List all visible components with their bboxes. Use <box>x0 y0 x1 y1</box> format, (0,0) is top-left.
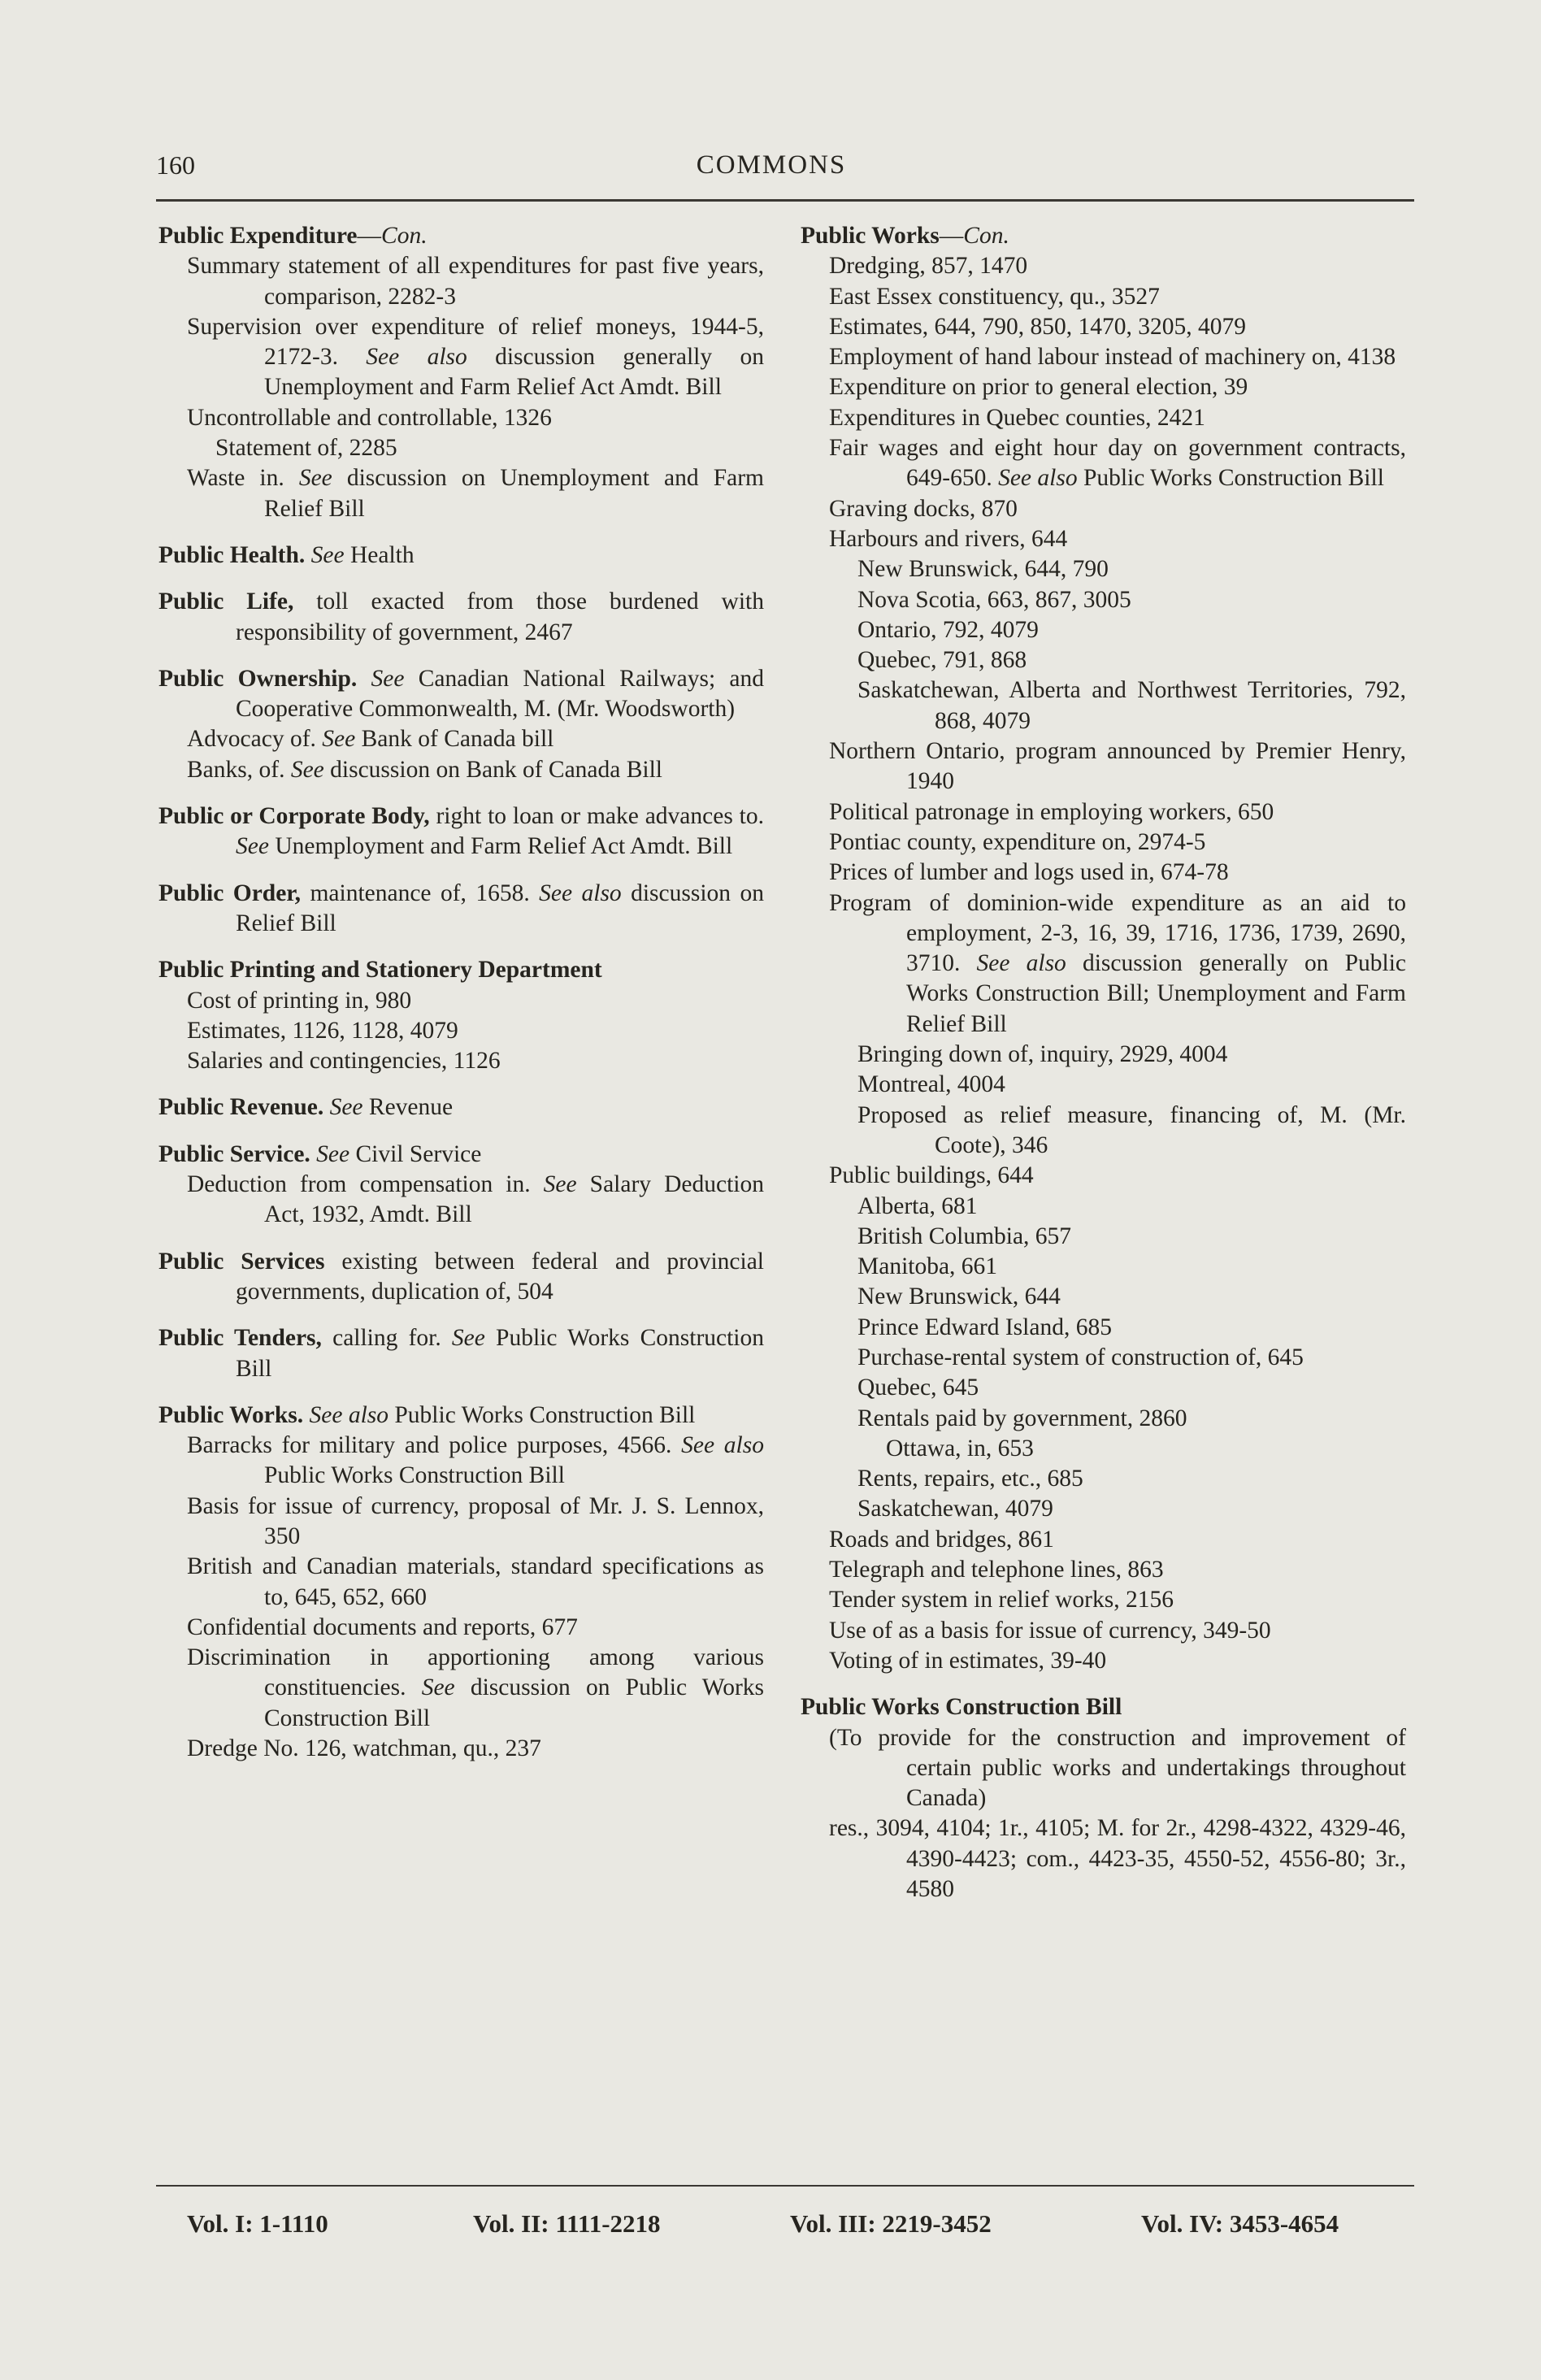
index-heading-entry <box>158 1092 764 1123</box>
entry-text: Public Works Construction Bill <box>389 1401 696 1428</box>
entry-text: right to loan or make advances to. <box>429 803 764 830</box>
entry-text: (To provide for the construction and improvement of certain public works and undertakings throughout Canada) <box>829 1724 1406 1812</box>
index-subentry <box>801 372 1406 402</box>
index-subentry <box>801 1813 1406 1904</box>
index-subentry <box>158 1170 764 1231</box>
entry-text: Unemployment and Farm Relief Act Amdt. Bill <box>268 833 733 860</box>
entry-text: Banks, of. <box>187 756 291 783</box>
left-column <box>158 221 764 1764</box>
entry-text: — <box>357 223 382 249</box>
entry-text: Estimates, 1126, 1128, 4079 <box>187 1017 458 1044</box>
entry-text: Rents, repairs, etc., 685 <box>857 1466 1083 1492</box>
index-subentry <box>158 1431 764 1492</box>
running-title: COMMONS <box>696 150 847 180</box>
cross-reference: See also <box>366 344 467 371</box>
entry-text: discussion on Unemployment and Farm Relief Bill <box>264 465 764 522</box>
entry-text: Revenue <box>362 1094 454 1121</box>
entry-text: Manitoba, 661 <box>857 1253 998 1280</box>
entry-text: Confidential documents and reports, 677 <box>187 1613 578 1640</box>
entry-text: Prince Edward Island, 685 <box>857 1314 1112 1340</box>
index-subentry <box>158 312 764 403</box>
index-subentry <box>158 1734 764 1764</box>
index-subentry <box>801 282 1406 312</box>
entry-text: Advocacy of. <box>187 726 323 753</box>
entry-text: Expenditures in Quebec counties, 2421 <box>829 404 1205 431</box>
index-heading-entry <box>158 801 764 862</box>
index-subentry <box>801 524 1406 554</box>
entry-text: Statement of, 2285 <box>215 435 397 462</box>
header-rule <box>156 199 1414 202</box>
index-heading-entry <box>158 1323 764 1384</box>
entry-text: Northern Ontario, program announced by Premier Henry, 1940 <box>829 738 1406 795</box>
volume-range-1: Vol. I: 1-1110 <box>187 2209 328 2238</box>
index-heading-entry <box>158 587 764 648</box>
index-subentry <box>801 342 1406 372</box>
index-subentry <box>801 1313 1406 1343</box>
entry-heading: Public Works. <box>158 1401 304 1428</box>
index-subentry <box>801 1101 1406 1162</box>
volume-range-2: Vol. II: 1111-2218 <box>473 2209 661 2238</box>
page-number: 160 <box>156 150 195 180</box>
entry-heading: Public Service. <box>158 1140 310 1167</box>
index-subentry <box>801 1192 1406 1222</box>
entry-text: Saskatchewan, 4079 <box>857 1496 1053 1522</box>
index-subentry <box>801 1343 1406 1373</box>
index-heading-entry <box>158 955 764 985</box>
entry-text: Quebec, 791, 868 <box>857 647 1027 674</box>
index-subentry <box>801 251 1406 281</box>
cross-reference: See also <box>681 1432 764 1459</box>
entry-text: Public Works Construction Bill <box>1077 465 1384 492</box>
entry-text: Program of dominion-wide expenditure as an aid to employment, 2-3, 16, 39, 1716, 1736, 1739, 2690, 3710. <box>829 889 1406 977</box>
index-heading-entry <box>158 1401 764 1431</box>
entry-text: Basis for issue of currency, proposal of Mr. J. S. Lennox, 350 <box>187 1492 764 1549</box>
cross-reference: See <box>543 1171 577 1198</box>
index-subentry <box>801 645 1406 675</box>
entry-text <box>305 542 310 568</box>
entry-heading: Public or Corporate Body, <box>158 803 430 830</box>
page-header <box>156 150 1387 191</box>
entry-heading: Public Printing and Stationery Department <box>158 957 602 984</box>
index-subentry <box>801 1494 1406 1524</box>
index-subentry <box>801 1252 1406 1282</box>
index-subentry <box>801 858 1406 888</box>
entry-heading: Public Works Construction Bill <box>801 1694 1122 1721</box>
entry-text: discussion on Public Works Construction Bill <box>264 1674 764 1731</box>
index-subentry <box>801 312 1406 342</box>
entry-text: Uncontrollable and controllable, 1326 <box>187 404 552 431</box>
cross-reference: Con. <box>381 223 428 249</box>
cross-reference: See <box>451 1325 485 1352</box>
cross-reference: See <box>290 756 324 783</box>
entry-heading: Public Expenditure <box>158 223 358 249</box>
entry-text: Alberta, 681 <box>857 1192 978 1219</box>
entry-text: Telegraph and telephone lines, 863 <box>829 1557 1164 1583</box>
index-subentry <box>801 1222 1406 1252</box>
entry-text: Fair wages and eight hour day on government contracts, 649-650. <box>829 435 1406 492</box>
index-heading-entry <box>158 1247 764 1308</box>
index-subentry <box>801 1070 1406 1100</box>
cross-reference: See also <box>976 950 1066 977</box>
entry-text: British Columbia, 657 <box>857 1223 1072 1249</box>
entry-text: Public Works Construction Bill <box>264 1462 565 1489</box>
entry-text: Discrimination in apportioning among various constituencies. <box>187 1644 764 1701</box>
entry-text: Expenditure on prior to general election, 39 <box>829 374 1248 401</box>
volume-range-3: Vol. III: 2219-3452 <box>790 2209 992 2238</box>
index-subentry <box>158 1552 764 1613</box>
index-subentry <box>158 724 764 754</box>
entry-text: existing between federal and provincial governments, duplication of, 504 <box>236 1248 764 1305</box>
index-subentry <box>801 1585 1406 1615</box>
cross-reference: See <box>316 1140 350 1167</box>
entry-text: Cost of printing in, 980 <box>187 987 412 1014</box>
entry-text: Deduction from compensation in. <box>187 1171 544 1198</box>
index-subentry <box>801 675 1406 736</box>
entry-text: Prices of lumber and logs used in, 674-78 <box>829 859 1229 886</box>
footer-rule <box>156 2185 1414 2187</box>
index-subentry <box>801 1282 1406 1312</box>
index-subentry <box>158 1016 764 1046</box>
entry-text: res., 3094, 4104; 1r., 4105; M. for 2r., 4298-4322, 4329-46, 4390-4423; com., 4423-35, 4550-52, 4556-80; 3r., 4580 <box>829 1815 1406 1903</box>
entry-text: discussion generally on Public Works Construction Bill; Unemployment and Farm Relief Bill <box>906 950 1406 1037</box>
entry-text: Ontario, 792, 4079 <box>857 616 1039 643</box>
entry-heading: Public Works <box>801 223 940 249</box>
cross-reference: See <box>421 1674 455 1701</box>
index-subentry <box>158 1643 764 1734</box>
entry-text: Quebec, 645 <box>857 1375 979 1401</box>
index-subentry <box>801 1404 1406 1434</box>
entry-text: Political patronage in employing workers, 650 <box>829 798 1274 825</box>
index-subentry <box>158 433 764 463</box>
index-heading-entry <box>158 221 764 251</box>
right-column <box>801 221 1406 1904</box>
entry-text: Rentals paid by government, 2860 <box>857 1405 1187 1431</box>
entry-text: East Essex constituency, qu., 3527 <box>829 283 1160 310</box>
entry-text: Waste in. <box>187 465 299 492</box>
entry-text: New Brunswick, 644, 790 <box>857 556 1109 583</box>
entry-text: Dredging, 857, 1470 <box>829 253 1028 280</box>
entry-text: Pontiac county, expenditure on, 2974-5 <box>829 828 1206 855</box>
index-subentry <box>801 433 1406 494</box>
entry-text: Bringing down of, inquiry, 2929, 4004 <box>857 1041 1228 1068</box>
index-subentry <box>801 1555 1406 1585</box>
index-subentry <box>801 797 1406 827</box>
entry-text: toll exacted from those burdened with responsibility of government, 2467 <box>236 588 765 645</box>
index-subentry <box>801 827 1406 858</box>
entry-text: Salaries and contingencies, 1126 <box>187 1048 501 1075</box>
index-subentry <box>801 403 1406 433</box>
entry-text: Salary Deduction Act, 1932, Amdt. Bill <box>264 1171 764 1228</box>
index-subentry <box>801 1464 1406 1494</box>
index-subentry <box>158 1046 764 1076</box>
index-subentry <box>158 755 764 785</box>
entry-heading: Public Services <box>158 1248 325 1275</box>
entry-text: Canadian National Railways; and Cooperative Commonwealth, M. (Mr. Woodsworth) <box>236 665 765 723</box>
index-subentry <box>158 463 764 524</box>
index-subentry <box>801 1646 1406 1676</box>
cross-reference: See <box>371 665 405 692</box>
cross-reference: See <box>298 465 332 492</box>
entry-text: Use of as a basis for issue of currency, 349-50 <box>829 1617 1271 1644</box>
entry-text: Saskatchewan, Alberta and Northwest Territories, 792, 868, 4079 <box>857 677 1406 734</box>
entry-text: discussion on Bank of Canada Bill <box>323 756 663 783</box>
cross-reference: See <box>322 726 356 753</box>
entry-heading: Public Health. <box>158 541 306 568</box>
entry-heading: Public Order, <box>158 879 302 906</box>
entry-text: calling for. <box>321 1325 452 1352</box>
entry-text: Roads and bridges, 861 <box>829 1526 1054 1553</box>
cross-reference: Con. <box>963 223 1009 249</box>
index-heading-entry <box>158 879 764 940</box>
entry-text <box>357 666 371 692</box>
index-subentry <box>801 585 1406 615</box>
index-subentry <box>801 615 1406 645</box>
entry-text <box>323 1094 329 1120</box>
index-subentry <box>801 888 1406 1040</box>
entry-text: Tender system in relief works, 2156 <box>829 1587 1174 1613</box>
cross-reference: See <box>310 541 345 568</box>
entry-text: Montreal, 4004 <box>857 1071 1005 1098</box>
entry-text: maintenance of, 1658. <box>301 879 540 906</box>
index-subentry <box>158 1492 764 1553</box>
entry-text: Bank of Canada bill <box>355 726 554 753</box>
cross-reference: See also <box>998 465 1078 492</box>
index-heading-entry <box>158 541 764 571</box>
index-heading-entry <box>801 221 1406 251</box>
entry-text: Purchase-rental system of construction of, 645 <box>857 1344 1304 1370</box>
index-subentry <box>801 1040 1406 1070</box>
entry-text: Estimates, 644, 790, 850, 1470, 3205, 4079 <box>829 313 1246 340</box>
entry-text: discussion on Relief Bill <box>236 879 764 936</box>
index-subentry <box>801 736 1406 797</box>
index-subentry <box>158 986 764 1016</box>
entry-text: discussion generally on Unemployment and Farm Relief Act Amdt. Bill <box>264 344 764 401</box>
entry-text: Dredge No. 126, watchman, qu., 237 <box>187 1735 541 1762</box>
entry-text: Voting of in estimates, 39-40 <box>829 1647 1107 1674</box>
cross-reference: See <box>236 833 269 860</box>
volume-footer <box>156 2209 1414 2250</box>
entry-text <box>303 1402 309 1428</box>
entry-text: — <box>939 223 964 249</box>
entry-heading: Public Revenue. <box>158 1094 324 1121</box>
cross-reference: See also <box>539 879 622 906</box>
entry-text: Supervision over expenditure of relief moneys, 1944-5, 2172-3. <box>187 313 764 371</box>
entry-text: Barracks for military and police purposes, 4566. <box>187 1432 682 1459</box>
entry-text: Public Works Construction Bill <box>236 1325 765 1382</box>
entry-text: British and Canadian materials, standard specifications as to, 645, 652, 660 <box>187 1553 764 1610</box>
index-subentry <box>801 494 1406 524</box>
index-subentry <box>158 251 764 312</box>
index-subentry <box>801 1525 1406 1555</box>
entry-heading: Public Tenders, <box>158 1325 322 1352</box>
entry-text: Summary statement of all expenditures for past five years, comparison, 2282-3 <box>187 253 764 310</box>
index-heading-entry <box>801 1692 1406 1722</box>
entry-text: Ottawa, in, 653 <box>886 1435 1034 1461</box>
cross-reference: See also <box>309 1401 389 1428</box>
index-heading-entry <box>158 1140 764 1170</box>
entry-heading: Public Life, <box>158 588 294 615</box>
entry-text: Employment of hand labour instead of machinery on, 4138 <box>829 344 1396 371</box>
entry-text: Public buildings, 644 <box>829 1162 1034 1189</box>
index-subentry <box>801 1616 1406 1646</box>
entry-text: New Brunswick, 644 <box>857 1283 1061 1310</box>
entry-text: Civil Service <box>349 1140 482 1167</box>
index-subentry <box>801 1161 1406 1191</box>
volume-range-4: Vol. IV: 3453-4654 <box>1141 2209 1339 2238</box>
index-heading-entry <box>158 664 764 725</box>
index-subentry <box>801 1434 1406 1464</box>
index-subentry <box>801 1723 1406 1814</box>
index-subentry <box>158 403 764 433</box>
entry-heading: Public Ownership. <box>158 665 358 692</box>
index-subentry <box>158 1613 764 1643</box>
cross-reference: See <box>329 1094 363 1121</box>
index-subentry <box>801 554 1406 584</box>
entry-text: Health <box>344 541 415 568</box>
entry-text: Nova Scotia, 663, 867, 3005 <box>857 586 1131 613</box>
index-subentry <box>801 1373 1406 1403</box>
entry-text: Proposed as relief measure, financing of, M. (Mr. Coote), 346 <box>857 1101 1406 1158</box>
entry-text: Harbours and rivers, 644 <box>829 525 1068 552</box>
entry-text: Graving docks, 870 <box>829 495 1018 522</box>
